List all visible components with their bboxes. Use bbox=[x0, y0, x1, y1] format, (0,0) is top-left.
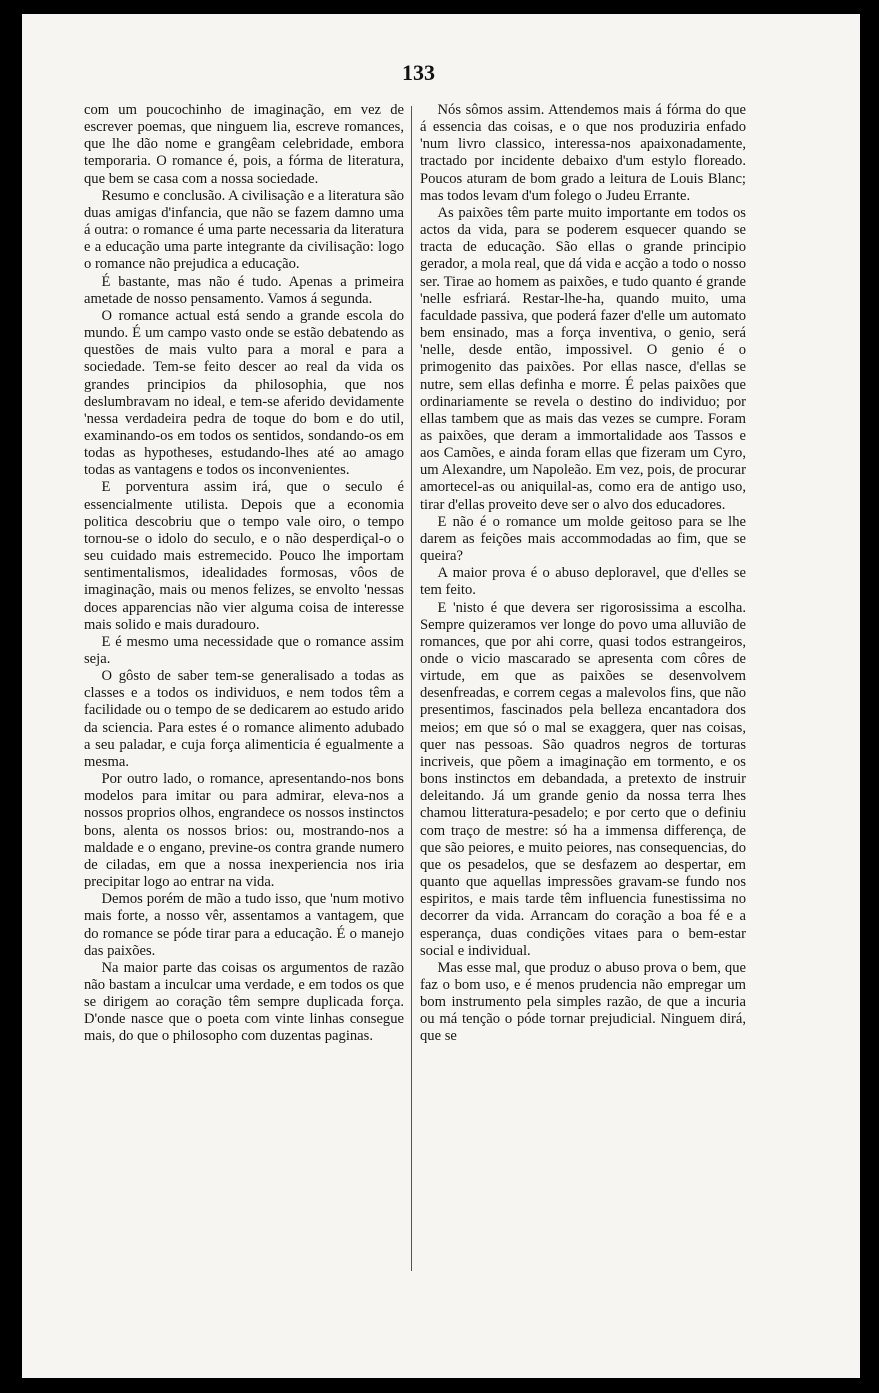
paragraph: Por outro lado, o romance, apresentando-nos bons modelos para imitar ou para admirar, eleva-nos a nossos proprios olhos, engrandece os nossos instinctos bons, alenta os nossos brios: ou, mostrando-nos a maldade e o engano, previne-os contra grande numero de ciladas, em que a nossa inexperiencia nos iria precipitar logo ao entrar na vida. bbox=[84, 771, 404, 891]
column-divider bbox=[411, 106, 412, 1271]
paragraph: Na maior parte das coisas os argumentos de razão não bastam a inculcar uma verdade, e em todos os que se dirigem ao coração têm sempre duplicada força. D'onde nasce que o poeta com vinte linhas consegue mais, do que o philosopho com duzentas paginas. bbox=[84, 959, 404, 1045]
paragraph: Nós sômos assim. Attendemos mais á fórma do que á essencia das coisas, e o que nos produziria enfado 'num livro classico, interessa-nos apaixonadamente, tractado por incidente debaixo d'um estylo floreado. Poucos aturam de bom grado a leitura de Louis Blanc; mas todos levam d'um folego o Judeu Errante. bbox=[420, 102, 746, 204]
paragraph: As paixões têm parte muito importante em todos os actos da vida, para se poderem esquecer quando se tracta de educação. São ellas o grande principio gerador, a mola real, que dá vida e acção a todo o nosso ser. Tirae ao homem as paixões, e tudo quanto é grande 'nelle esfriará. Restar-lhe-ha, quando muito, uma faculdade passiva, que poderá fazer d'elle um automato bem ensinado, mas a força inventiva, o genio, será 'nelle, desde então, impossivel. O genio é o primogenito das paixões. Por ellas nasce, d'ellas se nutre, sem ellas definha e morre. É pelas paixões que ordinariamente se revela o destino do individuo; por ellas tambem que as mais das vezes se cumpre. Foram as paixões, que deram a immortalidade aos Tassos e aos Camões, e ainda foram ellas que fizeram um Cyro, um Alexandre, um Napoleão. Em vez, pois, de procurar amortecel-as ou aniquilal-as, como era de antigo uso, tirar d'ellas proveito deve ser o alvo dos educadores. bbox=[420, 204, 746, 513]
paragraph: E é mesmo uma necessidade que o romance assim seja. bbox=[84, 633, 404, 667]
left-column bbox=[84, 102, 404, 1046]
paragraph: Resumo e conclusão. A civilisação e a literatura são duas amigas d'infancia, que não se fazem damno uma á outra: o romance é uma parte necessaria da literatura e a educação uma parte integrante da civilisação: logo o romance não prejudica a educação. bbox=[84, 187, 404, 273]
paragraph: E não é o romance um molde geitoso para se lhe darem as feições mais accommodadas ao fim, que se queira? bbox=[420, 513, 746, 565]
right-column bbox=[420, 102, 746, 1046]
paragraph: com um poucochinho de imaginação, em vez de escrever poemas, que ninguem lia, escreve romances, que lhe dão nome e grangêam celebridade, embora temporaria. O romance é, pois, a fórma de literatura, que bem se casa com a nossa sociedade. bbox=[84, 102, 404, 187]
paragraph: E 'nisto é que devera ser rigorosissima a escolha. Sempre quizeramos ver longe do povo uma alluvião de romances, que por ahi corre, quasi todos estrangeiros, onde o vicio mascarado se apresenta com côres de virtude, em que as paixões se desenvolvem desenfreadas, e correm cegas a malevolos fins, que não presentimos, fascinados pela belleza encantadora dos meios; em que só o mal se exaggera, quer nas coisas, quer nas pessoas. São quadros negros de torturas incriveis, que põem a imaginação em tormento, e os bons instinctos em debandada, a pretexto de instruir deleitando. Já um grande genio da nossa terra lhes chamou litteratura-pesadelo; e por certo que o definiu com traço de mestre: só ha a immensa differença, de que são peiores, e muito peiores, nas consequencias, do que os pesadelos, que se desfazem ao despertar, em quanto que aquellas impressões gravam-se fundo nos espiritos, e mais tarde têm influencia funestissima no decorrer da vida. Arrancam do coração a boa fé e a esperança, duas condições vitaes para o bem-estar social e individual. bbox=[420, 599, 746, 959]
newspaper-page bbox=[22, 14, 860, 1378]
paragraph: O romance actual está sendo a grande escola do mundo. É um campo vasto onde se estão debatendo as questões de mais vulto para a moral e para a sociedade. Tem-se feito descer ao real da vida os grandes principios da philosophia, que nos deslumbravam no ideal, e tem-se aferido devidamente 'nessa verdadeira pedra de toque do bom e do util, examinando-os em todos os sentidos, sondando-os em todas as hypotheses, estudando-lhes até ao amago todas as vantagens e todos os inconvenientes. bbox=[84, 307, 404, 479]
paragraph: Demos porém de mão a tudo isso, que 'num motivo mais forte, a nosso vêr, assentamos a vantagem, que do romance se póde tirar para a educação. É o manejo das paixões. bbox=[84, 891, 404, 959]
paragraph: A maior prova é o abuso deploravel, que d'elles se tem feito. bbox=[420, 565, 746, 599]
paragraph: É bastante, mas não é tudo. Apenas a primeira ametade de nosso pensamento. Vamos á segunda. bbox=[84, 273, 404, 307]
paragraph: E porventura assim irá, que o seculo é essencialmente utilista. Depois que a economia politica descobriu que o tempo vale oiro, o tempo tornou-se o idolo do seculo, e o não desperdiçal-o o seu cuidado mais estremecido. Pouco lhe importam sentimentalismos, idealidades formosas, vôos de imaginação, mais ou menos felizes, se envolto 'nessas doces apparencias não vier alguma coisa de interesse mais solido e mais duradouro. bbox=[84, 479, 404, 633]
paragraph: Mas esse mal, que produz o abuso prova o bem, que faz o bom uso, e é menos prudencia não empregar um bom instrumento pela simples razão, de que a incuria ou má tenção o póde tornar prejudicial. Ninguem dirá, que se bbox=[420, 959, 746, 1045]
page-number: 133 bbox=[402, 60, 435, 85]
paragraph: O gôsto de saber tem-se generalisado a todas as classes e a todos os individuos, e nem todos têm a facilidade ou o tempo de se dedicarem ao estudo arido da sciencia. Para estes é o romance alimento adubado a seu paladar, e cuja força alimenticia é egualmente a mesma. bbox=[84, 668, 404, 770]
